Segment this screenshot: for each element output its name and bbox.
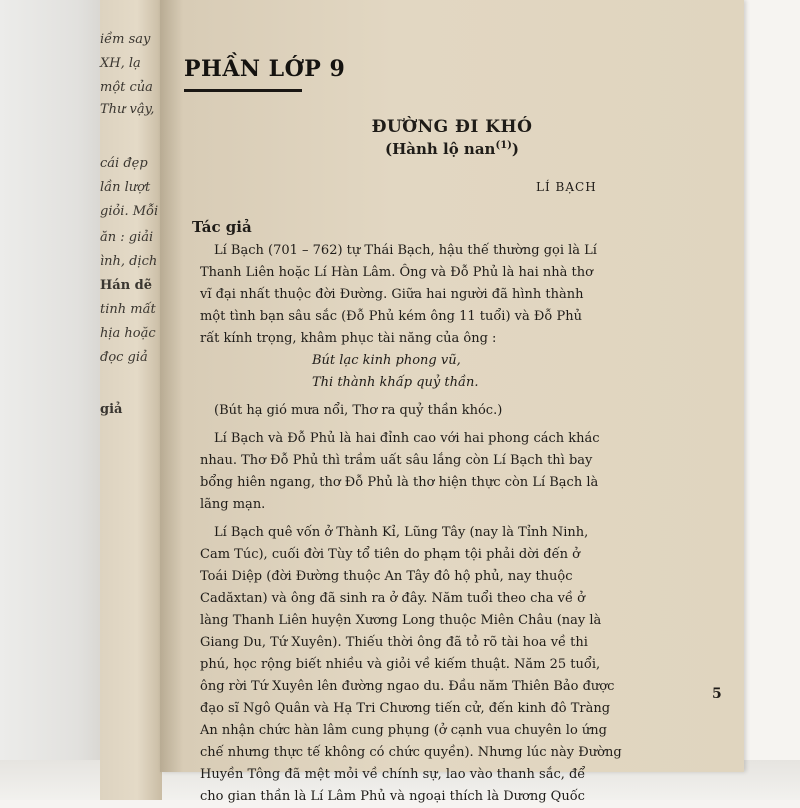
previous-page-fragment: iềm say [100,32,151,47]
book-page [160,0,744,804]
body-line: chế nhưng thực tế không có chức quyền). Nhưng lúc này Đường [200,745,622,760]
previous-page-edge [100,0,162,800]
body-line: An nhận chức hàn lâm cung phụng (ở cạnh vua chuyên lo ứng [200,723,607,738]
body-line: lãng mạn. [200,497,266,512]
footnote-marker: (1) [495,140,512,151]
body-line: một tình bạn sâu sắc (Đỗ Phủ kém ông 11 tuổi) và Đỗ Phủ [200,309,582,324]
table-surface [0,0,110,800]
previous-page-fragment: một của [100,80,153,95]
previous-page-fragment: lần lượt [100,180,151,195]
previous-page-fragment: ăn : giải [100,230,154,245]
previous-page-fragment: ình, dịch [100,254,158,269]
body-line: Cadăxtan) và ông đã sinh ra ở đây. Năm tuổi theo cha về ở [200,591,585,606]
poem-subtitle-text: (Hành lộ nan [384,140,496,158]
previous-page-fragment: XH, lạ [100,56,141,71]
previous-page-fragment: cái đẹp [100,156,148,171]
previous-page-fragment: Hán dẽ [100,278,153,293]
body-line: nhau. Thơ Đỗ Phủ thì trầm uất sâu lắng còn Lí Bạch thì bay [200,453,593,468]
section-title-underline [184,89,302,92]
body-line: Cam Túc), cuối đời Tùy tổ tiên do phạm tội phải dời đến ở [200,547,580,562]
body-text [200,240,720,808]
body-line: Giang Du, Tứ Xuyên). Thiếu thời ông đã tỏ rõ tài hoa về thi [200,635,588,650]
poem-title: ĐƯỜNG ĐI KHÓ [371,117,533,137]
poem-subtitle-close: ) [511,140,519,158]
previous-page-fragment: Thư vậy, [100,102,155,117]
section-heading: Tác giả [192,218,252,236]
verse-line: Thi thành khấp quỷ thần. [312,375,479,390]
previous-page-fragment: tinh mất [100,302,156,317]
body-line: cho gian thần là Lí Lâm Phủ và ngoại thích là Dương Quốc [200,789,585,804]
previous-page-fragment: giỏi. Mỗi [100,204,159,219]
body-line: Lí Bạch quê vốn ở Thành Kỉ, Lũng Tây (nay là Tỉnh Ninh, [214,525,589,540]
poem-subtitle [160,140,744,158]
body-line: rất kính trọng, khâm phục tài năng của ông : [200,331,497,346]
body-line: Thanh Liên hoặc Lí Hàn Lâm. Ông và Đỗ Phủ là hai nhà thơ [200,265,593,280]
author-name: LÍ BẠCH [536,180,597,194]
body-line: làng Thanh Liên huyện Xương Long thuộc Miên Châu (nay là [200,613,602,628]
body-line: (Bút hạ gió mưa nổi, Thơ ra quỷ thần khóc.) [214,403,503,418]
body-line: ông rời Tứ Xuyên lên đường ngao du. Đầu năm Thiên Bảo được [200,679,615,694]
body-line: Toái Diệp (đời Đường thuộc An Tây đô hộ phủ, nay thuộc [200,569,573,584]
body-line: Lí Bạch và Đỗ Phủ là hai đỉnh cao với hai phong cách khác [214,431,600,446]
previous-page-fragment: đọc giả [100,350,148,365]
page-number: 5 [712,686,722,702]
verse-line: Bút lạc kinh phong vũ, [312,353,461,368]
body-line: Huyền Tông đã mệt mỏi về chính sự, lao vào thanh sắc, để [200,767,586,782]
body-line: Lí Bạch (701 – 762) tự Thái Bạch, hậu thế thường gọi là Lí [214,243,597,258]
previous-page-fragment: hịa hoặc [100,326,156,341]
body-line: đạo sĩ Ngô Quân và Hạ Tri Chương tiến cử, đến kinh đô Tràng [200,701,611,716]
body-line: phú, học rộng biết nhiều và giỏi về kiếm thuật. Năm 25 tuổi, [200,657,601,672]
body-line: bổng hiên ngang, thơ Đỗ Phủ là thơ hiện thực còn Lí Bạch là [200,475,599,490]
previous-page-fragment: giả [100,402,123,417]
section-title: PHẦN LỚP 9 [184,56,346,82]
body-line: vĩ đại nhất thuộc đời Đường. Giữa hai người đã hình thành [200,287,584,302]
